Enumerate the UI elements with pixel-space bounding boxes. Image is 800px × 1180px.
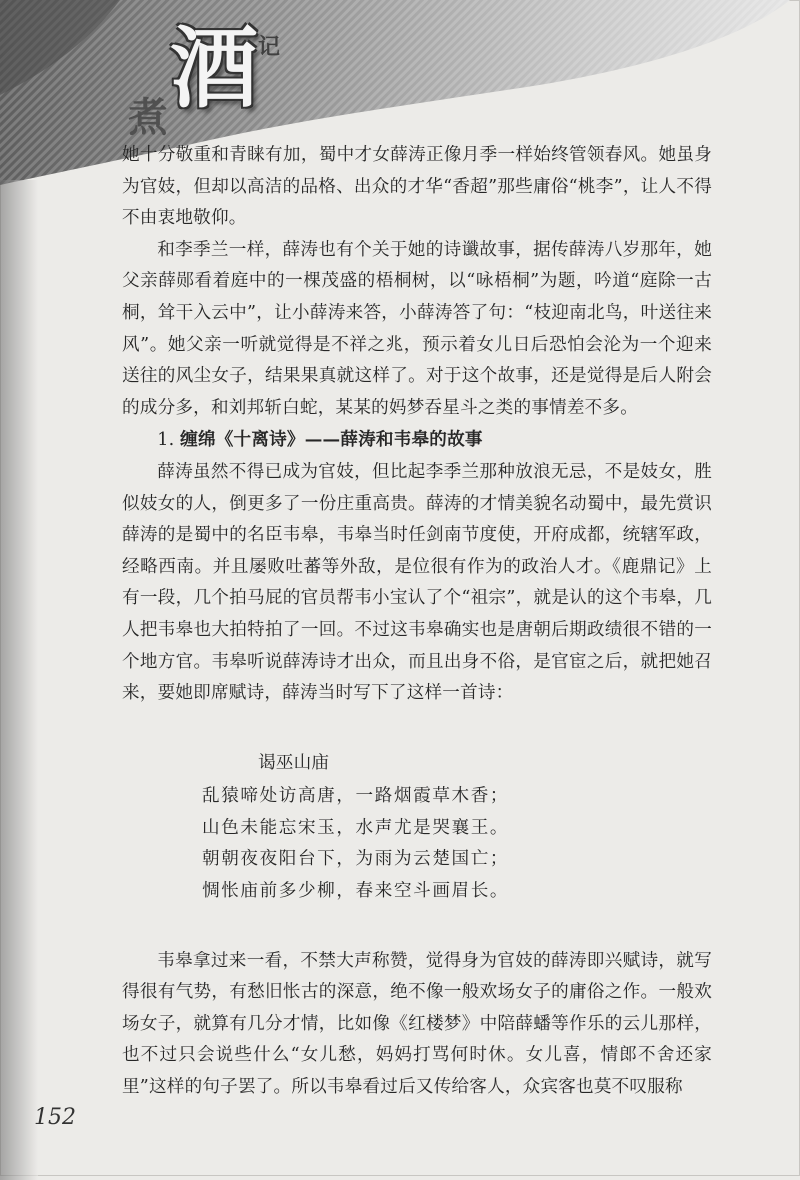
section-heading xyxy=(122,424,712,457)
poem-block xyxy=(122,748,712,908)
logo-char-zhu: 煮 xyxy=(128,94,168,141)
chapter-logo xyxy=(120,16,290,141)
page-number: 152 xyxy=(34,1105,76,1130)
paragraph-1: 她十分敬重和青睐有加，蜀中才女薛涛正像月季一样始终管领春风。她虽身为官妓，但却以高洁的品格、出众的才华“香超”那些庸俗“桃李”，让人不得不由衷地敬仰。 xyxy=(122,145,712,229)
page-body xyxy=(122,140,712,1104)
left-edge-shadow xyxy=(0,180,38,1180)
paragraph-3: 薛涛虽然不得已成为官妓，但比起李季兰那种放浪无忌，不是妓女，胜似妓女的人，倒更多了一份庄重高贵。薛涛的才情美貌名动蜀中，最先赏识薛涛的是蜀中的名臣韦皋，韦皋当时任剑南节度使，开府成都，统辖军政，经略西南。并且屡败吐蕃等外敌，是位很有作为的政治人才。《鹿鼎记》上有一段，几个拍马屁的官员帮韦小宝认了个“祖宗”，就是认的这个韦皋，几人把韦皋也大拍特拍了一回。不过这韦皋确实也是唐朝后期政绩很不错的一个地方官。韦皋听说薛涛诗才出众，而且出身不俗，是官宦之后，就把她召来，要她即席赋诗，薛涛当时写下了这样一首诗： xyxy=(122,461,712,704)
logo-char-ji: 记 xyxy=(258,34,281,60)
paragraph-4: 韦皋拿过来一看，不禁大声称赞，觉得身为官妓的薛涛即兴赋诗，就写得很有气势，有愁旧怅古的深意，绝不像一般欢场女子的庸俗之作。一般欢场女子，就算有几分才情，比如像《红楼梦》中陪薛蟠等作乐的云儿那样，也不过只会说些什么“女儿愁，妈妈打骂何时休。女儿喜，情郎不舍还家里”这样的句子罢了。所以韦皋看过后又传给客人，众宾客也莫不叹服称 xyxy=(122,950,712,1098)
section-number: 1. xyxy=(157,430,175,451)
poem-line: 山色未能忘宋玉，水声尤是哭襄王。 xyxy=(202,817,510,838)
logo-char-jiu: 酒 xyxy=(170,16,259,120)
poem-line: 朝朝夜夜阳台下，为雨为云楚国亡； xyxy=(202,849,510,870)
poem-line: 乱猿啼处访高唐，一路烟霞草木香； xyxy=(202,786,510,807)
paragraph-2: 和李季兰一样，薛涛也有个关于她的诗谶故事，据传薛涛八岁那年，她父亲薛郧看着庭中的一棵茂盛的梧桐树，以“咏梧桐”为题，吟道“庭除一古桐，耸干入云中”，让小薛涛来答，小薛涛答了句：“枝迎南北鸟，叶送往来风”。她父亲一听就觉得是不祥之兆，预示着女儿日后恐怕会沦为一个迎来送往的风尘女子，结果果真就这样了。对于这个故事，还是觉得是后人附会的成分多，和刘邦斩白蛇，某某的妈梦吞星斗之类的事情差不多。 xyxy=(122,239,712,418)
section-title: 缠绵《十离诗》——薛涛和韦皋的故事 xyxy=(180,429,483,451)
poem-title: 谒巫山庙 xyxy=(258,752,330,773)
poem-line: 惆怅庙前多少柳，春来空斗画眉长。 xyxy=(202,881,510,902)
